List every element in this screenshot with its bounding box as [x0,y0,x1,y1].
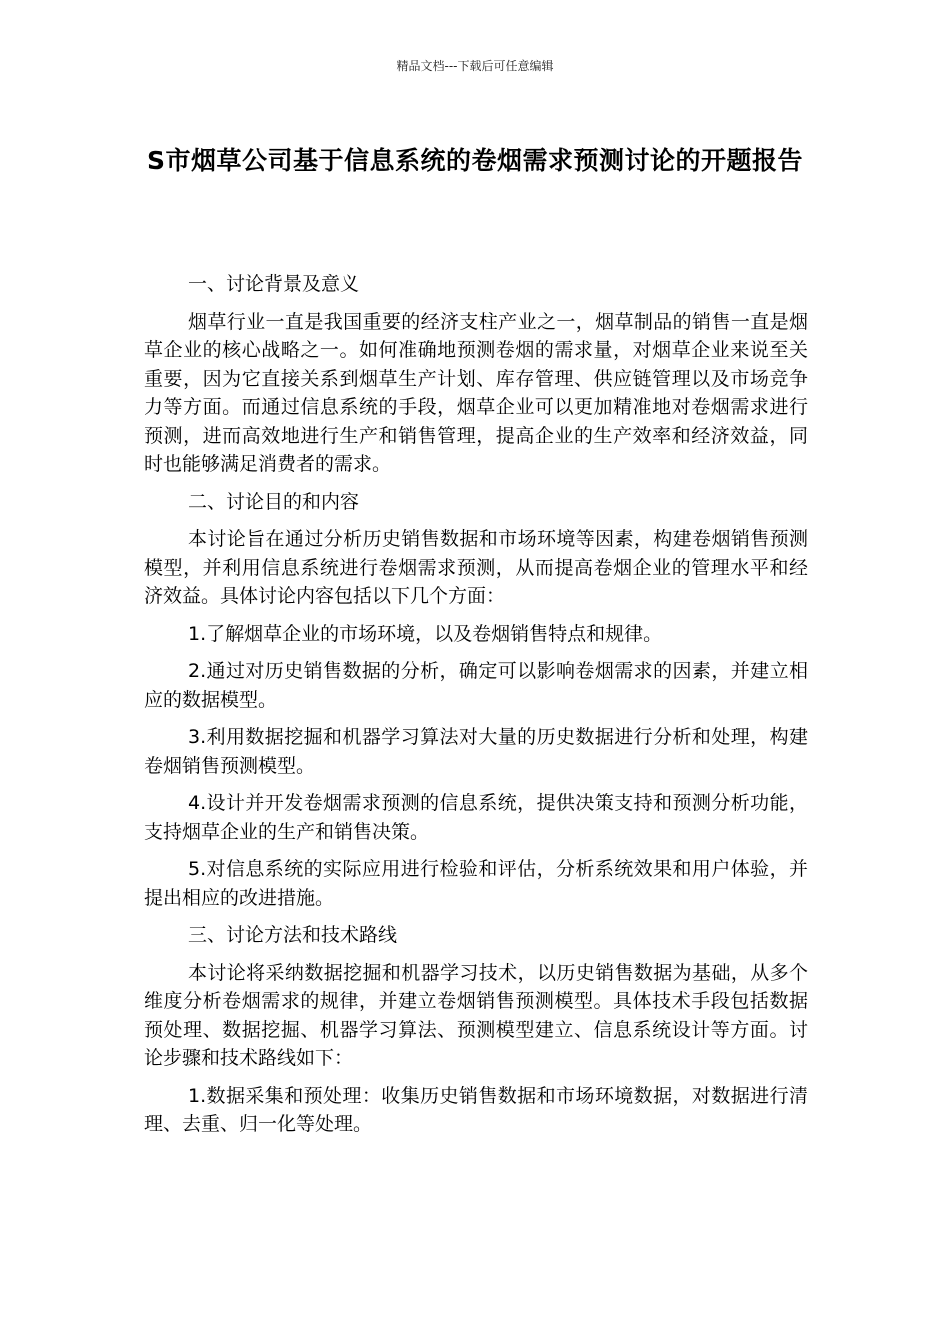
list-item-purpose-5: 5.对信息系统的实际应用进行检验和评估，分析系统效果和用户体验，并提出相应的改进措施。 [144,858,808,909]
section-heading-background: 一、讨论背景及意义 [188,273,360,295]
document-body [144,270,808,1148]
list-item-methods-1: 1.数据采集和预处理：收集历史销售数据和市场环境数据，对数据进行清理、去重、归一化等处理。 [144,1084,808,1135]
list-item-purpose-1: 1.了解烟草企业的市场环境，以及卷烟销售特点和规律。 [188,622,663,645]
list-item-purpose-3: 3.利用数据挖掘和机器学习算法对大量的历史数据进行分析和处理，构建卷烟销售预测模型。 [144,726,808,777]
list-item-purpose-4: 4.设计并开发卷烟需求预测的信息系统，提供决策支持和预测分析功能，支持烟草企业的生产和销售决策。 [144,792,808,843]
header-note: 精品文档---下载后可任意编辑 [396,59,554,73]
document-title: S市烟草公司基于信息系统的卷烟需求预测讨论的开题报告 [146,146,803,175]
paragraph-methods: 本讨论将采纳数据挖掘和机器学习技术，以历史销售数据为基础，从多个维度分析卷烟需求的规律，并建立卷烟销售预测模型。具体技术手段包括数据预处理、数据挖掘、机器学习算法、预测模型建立、信息系统设计等方面。讨论步骤和技术路线如下： [144,961,808,1069]
section-heading-purpose: 二、讨论目的和内容 [188,490,360,513]
section-heading-methods: 三、讨论方法和技术路线 [188,924,398,946]
list-item-purpose-2: 2.通过对历史销售数据的分析，确定可以影响卷烟需求的因素，并建立相应的数据模型。 [144,660,808,711]
paragraph-purpose: 本讨论旨在通过分析历史销售数据和市场环境等因素，构建卷烟销售预测模型，并利用信息系统进行卷烟需求预测，从而提高卷烟企业的管理水平和经济效益。具体讨论内容包括以下几个方面： [144,528,808,607]
paragraph-background: 烟草行业一直是我国重要的经济支柱产业之一，烟草制品的销售一直是烟草企业的核心战略之一。如何准确地预测卷烟的需求量，对烟草企业来说至关重要，因为它直接关系到烟草生产计划、库存管理、供应链管理以及市场竞争力等方面。而通过信息系统的手段，烟草企业可以更加精准地对卷烟需求进行预测，进而高效地进行生产和销售管理，提高企业的生产效率和经济效益，同时也能够满足消费者的需求。 [144,310,808,475]
